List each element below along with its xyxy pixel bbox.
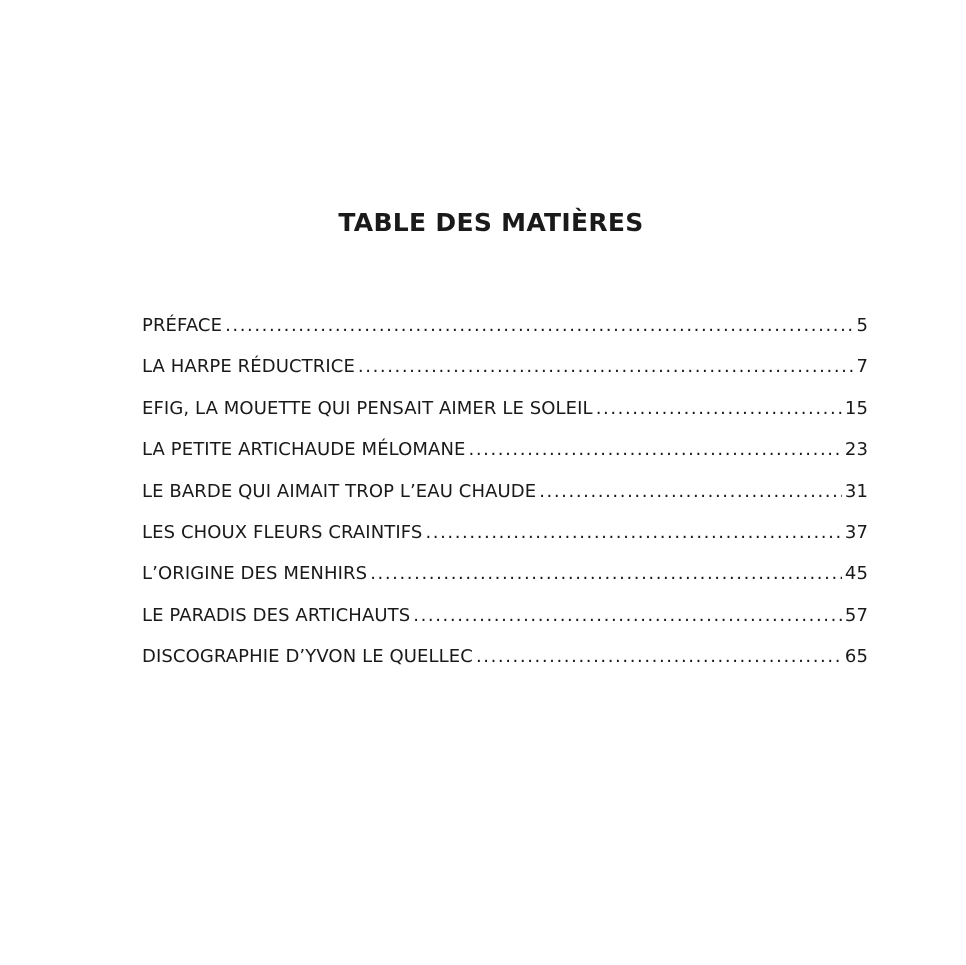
- toc-entry-page: 31: [844, 480, 868, 502]
- toc-entry-label: LA PETITE ARTICHAUDE MÉLOMANE: [142, 439, 466, 461]
- toc-entry-label: PRÉFACE: [142, 315, 223, 336]
- toc-entry-barde: [142, 478, 868, 519]
- toc-dot-leader: [370, 560, 842, 588]
- toc-entry-label: LE BARDE QUI AIMAIT TROP L’EAU CHAUDE: [142, 480, 537, 502]
- toc-entry-preface: [142, 312, 868, 353]
- toc-entry-page: 45: [844, 563, 868, 585]
- toc-entry-label: LA HARPE RÉDUCTRICE: [142, 356, 355, 378]
- toc-entry-page: 23: [844, 439, 868, 461]
- toc-dot-leader: [358, 353, 854, 381]
- toc-entry-label: DISCOGRAPHIE D’YVON LE QUELLEC: [142, 646, 473, 668]
- toc-entry-label: LE PARADIS DES ARTICHAUTS: [142, 604, 411, 626]
- toc-dot-leader: [425, 519, 841, 547]
- toc-entry-label: LES CHOUX FLEURS CRAINTIFS: [142, 521, 423, 543]
- toc-entry-label: L’ORIGINE DES MENHIRS: [142, 563, 368, 585]
- toc-dot-leader: [225, 312, 853, 340]
- table-of-contents: [142, 312, 868, 685]
- toc-entry-page: 65: [844, 646, 868, 668]
- toc-entry-paradis: [142, 602, 868, 643]
- toc-entry-page: 7: [856, 356, 868, 378]
- toc-entry-harpe: [142, 353, 868, 394]
- toc-entry-discographie: [142, 643, 868, 684]
- toc-entry-artichaude: [142, 436, 868, 477]
- toc-entry-choux: [142, 519, 868, 560]
- toc-entry-page: 37: [844, 521, 868, 543]
- toc-dot-leader: [476, 643, 842, 671]
- toc-entry-menhirs: [142, 560, 868, 601]
- toc-entry-page: 5: [856, 315, 868, 336]
- toc-entry-page: 15: [844, 397, 868, 419]
- toc-dot-leader: [469, 436, 842, 464]
- toc-entry-page: 57: [844, 604, 868, 626]
- toc-dot-leader: [413, 602, 842, 630]
- toc-entry-efig: [142, 395, 868, 436]
- toc-entry-label: EFIG, LA MOUETTE QUI PENSAIT AIMER LE SOLEIL: [142, 397, 593, 419]
- page-title: TABLE DES MATIÈRES: [338, 208, 644, 237]
- toc-dot-leader: [596, 395, 842, 423]
- toc-dot-leader: [539, 478, 842, 506]
